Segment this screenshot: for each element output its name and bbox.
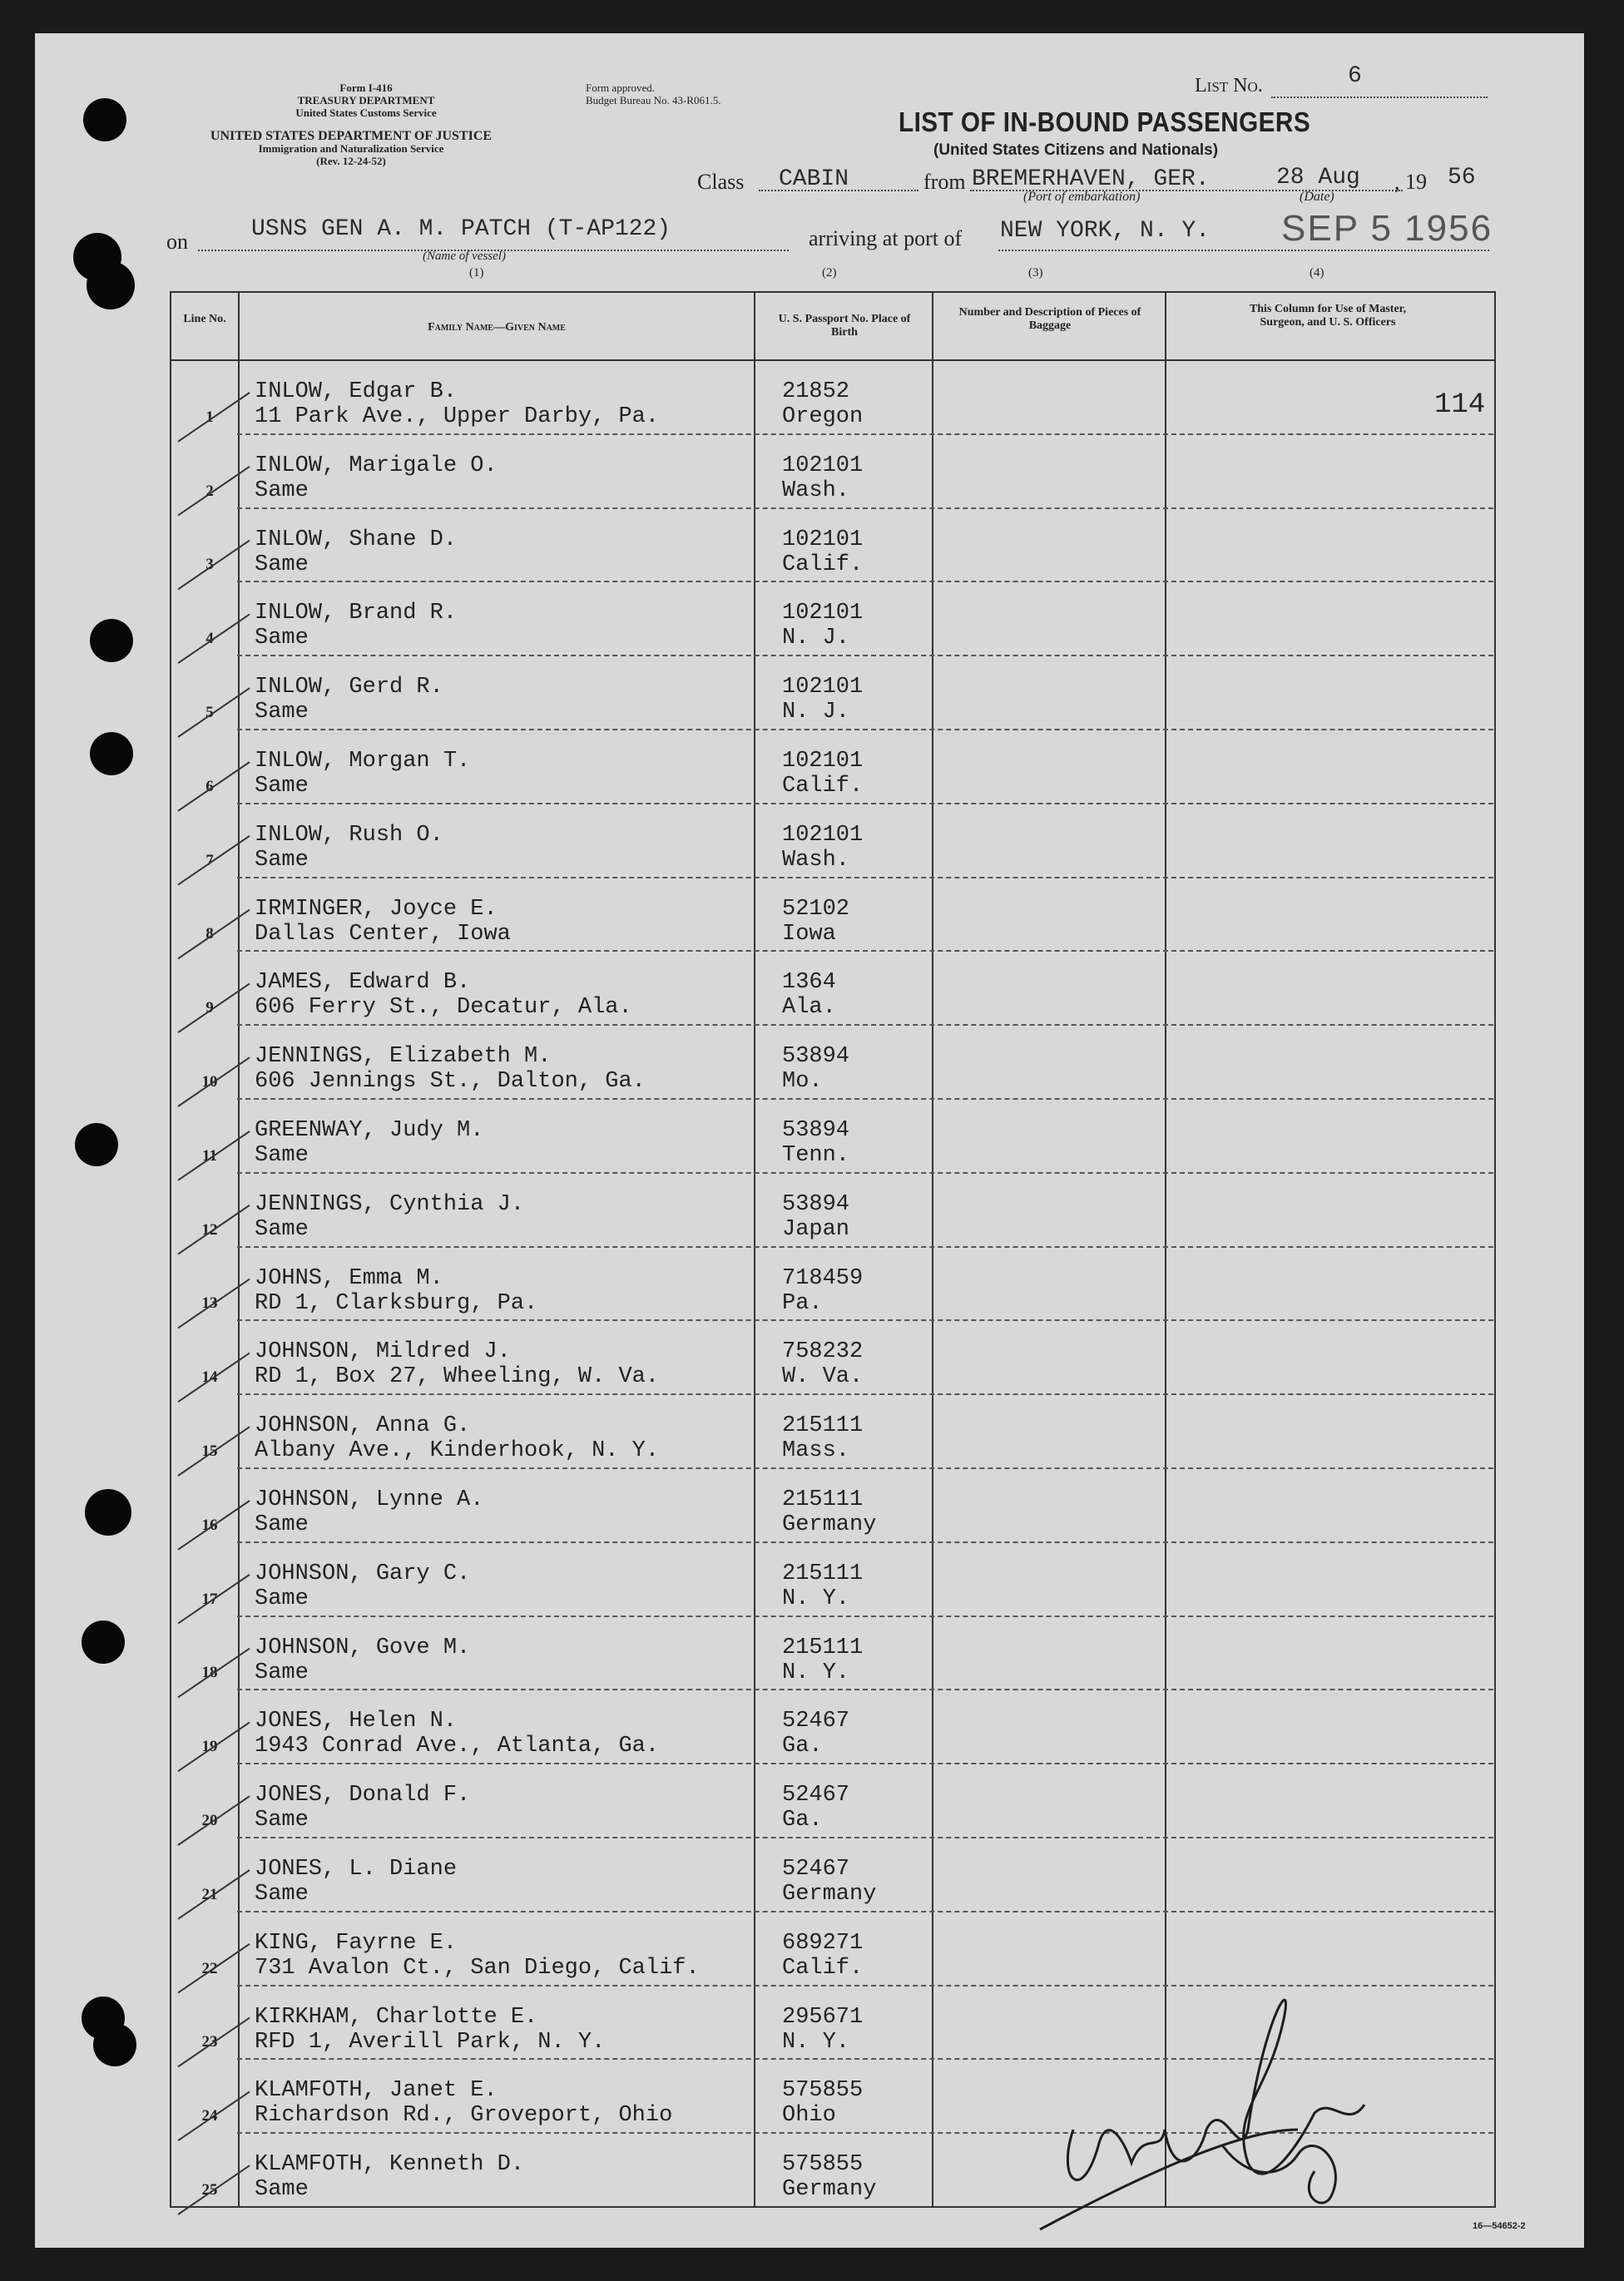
- checkmark-stroke: [178, 1353, 250, 1402]
- line-number: 23: [201, 2033, 218, 2051]
- approved-label: Form approved.: [586, 82, 656, 94]
- passenger-address: 606 Jennings St., Dalton, Ga.: [255, 1069, 646, 1095]
- checkmark-stroke: [178, 2018, 250, 2067]
- passport-number: 52467: [782, 1783, 850, 1808]
- margin-note: 114: [1434, 389, 1486, 421]
- line-number: 10: [201, 1073, 218, 1091]
- place-of-birth: Mass.: [782, 1438, 850, 1464]
- checkmark-stroke: [178, 836, 250, 885]
- on-label: on: [166, 230, 188, 254]
- caption-3: (3): [1028, 266, 1043, 280]
- passport-number: 53894: [782, 1118, 850, 1143]
- header-line-no: Line No.: [183, 313, 226, 325]
- line-number: 25: [201, 2181, 218, 2199]
- checkmark-stroke: [178, 983, 250, 1032]
- line-number: 13: [201, 1294, 218, 1313]
- class-label: Class: [697, 170, 745, 194]
- passport-number: 215111: [782, 1487, 864, 1512]
- page-title: LIST OF IN-BOUND PASSENGERS: [899, 106, 1311, 137]
- line-number: 16: [201, 1516, 218, 1534]
- vessel-value: USNS GEN A. M. PATCH (T-AP122): [251, 216, 671, 242]
- line-number: 12: [201, 1220, 218, 1239]
- passport-number: 575855: [782, 2152, 864, 2178]
- line-number: 6: [205, 777, 214, 795]
- passenger-name: INLOW, Brand R.: [255, 601, 458, 626]
- year-value: 56: [1448, 165, 1476, 190]
- checkmark-stroke: [178, 1205, 250, 1254]
- checkmark-stroke: [178, 1057, 250, 1106]
- line-number: 2: [205, 482, 214, 500]
- passenger-name: JENNINGS, Elizabeth M.: [255, 1044, 552, 1070]
- line-number: 7: [205, 851, 214, 869]
- passport-number: 215111: [782, 1561, 864, 1586]
- form-number: Form I-416: [339, 82, 393, 94]
- place-of-birth: Germany: [782, 2177, 877, 2203]
- passenger-address: RFD 1, Averill Park, N. Y.: [255, 2029, 606, 2055]
- passport-number: 102101: [782, 453, 864, 478]
- passport-number: 102101: [782, 601, 864, 626]
- checkmark-stroke: [178, 614, 250, 663]
- justice-label: UNITED STATES DEPARTMENT OF JUSTICE: [210, 129, 493, 143]
- place-of-birth: W. Va.: [782, 1364, 864, 1390]
- passenger-address: Same: [255, 2177, 309, 2203]
- checkmark-stroke: [178, 762, 250, 811]
- date-caption: (Date): [1300, 190, 1334, 204]
- treasury-label: TREASURY DEPARTMENT: [297, 94, 435, 106]
- passport-number: 52467: [782, 1857, 850, 1882]
- ins-label: Immigration and Naturalization Service: [258, 142, 444, 155]
- list-no-label: List No.: [1195, 75, 1263, 96]
- passenger-address: Dallas Center, Iowa: [255, 921, 511, 947]
- line-number: 19: [201, 1738, 218, 1756]
- passenger-name: INLOW, Gerd R.: [255, 675, 443, 700]
- vessel-caption: (Name of vessel): [423, 250, 506, 263]
- passenger-name: JONES, Helen N.: [255, 1709, 458, 1734]
- checkmark-stroke: [178, 1649, 250, 1698]
- place-of-birth: Calif.: [782, 1955, 864, 1981]
- header-officers: This Column for Use of Master, Surgeon, and U. S. Officers: [1249, 303, 1407, 329]
- line-number: 24: [201, 2107, 218, 2125]
- passenger-name: INLOW, Shane D.: [255, 527, 458, 552]
- officer-signature: [1040, 2000, 1364, 2229]
- place-of-birth: Tenn.: [782, 1143, 850, 1168]
- place-of-birth: Germany: [782, 1512, 877, 1537]
- checkmark-stroke: [178, 2091, 250, 2140]
- line-number: 20: [201, 1812, 218, 1829]
- line-number: 5: [205, 704, 214, 721]
- place-of-birth: N. J.: [782, 626, 850, 651]
- passenger-name: JONES, L. Diane: [255, 1857, 458, 1882]
- checkmark-stroke: [178, 688, 250, 737]
- passport-number: 53894: [782, 1191, 850, 1217]
- class-value: CABIN: [779, 166, 849, 192]
- caption-1: (1): [469, 266, 484, 280]
- checkmark-stroke: [178, 1501, 250, 1550]
- checkmark-stroke: [178, 2165, 250, 2214]
- caption-2: (2): [822, 266, 837, 280]
- passport-number: 102101: [782, 527, 864, 552]
- checkmark-stroke: [178, 1575, 250, 1624]
- checkmark-stroke: [178, 1870, 250, 1919]
- passenger-name: KIRKHAM, Charlotte E.: [255, 2004, 538, 2030]
- place-of-birth: N. J.: [782, 700, 850, 725]
- place-of-birth: Ala.: [782, 995, 836, 1021]
- arrival-stamp: SEP 5 1956: [1281, 208, 1493, 249]
- line-number: 18: [201, 1664, 218, 1682]
- line-number: 1: [205, 408, 214, 426]
- passport-number: 102101: [782, 675, 864, 700]
- passenger-name: KLAMFOTH, Janet E.: [255, 2078, 498, 2104]
- date-value: 28 Aug: [1276, 165, 1360, 190]
- passenger-name: JENNINGS, Cynthia J.: [255, 1191, 525, 1217]
- checkmark-stroke: [178, 1131, 250, 1180]
- passenger-name: JOHNSON, Gove M.: [255, 1635, 471, 1660]
- place-of-birth: Calif.: [782, 774, 864, 799]
- passenger-address: Same: [255, 1586, 309, 1611]
- passenger-address: 606 Ferry St., Decatur, Ala.: [255, 995, 632, 1021]
- passport-number: 718459: [782, 1265, 864, 1291]
- line-number: 8: [205, 925, 214, 943]
- from-label: from: [923, 170, 966, 194]
- footer-code: 16—54652-2: [1473, 2221, 1526, 2231]
- checkmark-stroke: [178, 1427, 250, 1476]
- passenger-name: INLOW, Rush O.: [255, 822, 443, 848]
- passenger-address: RD 1, Box 27, Wheeling, W. Va.: [255, 1364, 660, 1390]
- place-of-birth: N. Y.: [782, 1660, 850, 1685]
- line-number: 21: [201, 1885, 218, 1903]
- place-of-birth: Wash.: [782, 847, 850, 873]
- line-number: 3: [205, 556, 214, 574]
- place-of-birth: N. Y.: [782, 2029, 850, 2055]
- place-of-birth: Iowa: [782, 921, 836, 947]
- place-of-birth: N. Y.: [782, 1586, 850, 1611]
- passenger-address: Same: [255, 1660, 309, 1685]
- line-number: 17: [201, 1590, 218, 1608]
- place-of-birth: Ga.: [782, 1808, 823, 1833]
- port-embark-caption: (Port of embarkation): [1023, 190, 1141, 204]
- passenger-name: KLAMFOTH, Kenneth D.: [255, 2152, 525, 2178]
- customs-label: United States Customs Service: [295, 106, 437, 119]
- place-of-birth: Japan: [782, 1216, 850, 1242]
- passenger-address: Albany Ave., Kinderhook, N. Y.: [255, 1438, 660, 1464]
- passenger-name: INLOW, Marigale O.: [255, 453, 498, 478]
- passenger-address: 11 Park Ave., Upper Darby, Pa.: [255, 404, 660, 429]
- passenger-address: Same: [255, 847, 309, 873]
- passport-number: 758232: [782, 1339, 864, 1365]
- passport-number: 53894: [782, 1044, 850, 1070]
- passenger-address: Same: [255, 1882, 309, 1907]
- line-number: 9: [205, 999, 214, 1017]
- passenger-name: KING, Fayrne E.: [255, 1930, 458, 1956]
- passenger-name: JOHNSON, Gary C.: [255, 1561, 471, 1586]
- place-of-birth: Mo.: [782, 1069, 823, 1095]
- passenger-address: Same: [255, 700, 309, 725]
- passenger-name: JOHNSON, Lynne A.: [255, 1487, 484, 1512]
- caption-4: (4): [1310, 266, 1324, 280]
- passport-number: 102101: [782, 749, 864, 774]
- arriving-label: arriving at port of: [809, 226, 963, 250]
- header-name: Family Name—Given Name: [428, 321, 566, 334]
- page-subtitle: (United States Citizens and Nationals): [933, 141, 1219, 159]
- passenger-address: Same: [255, 1143, 309, 1168]
- passport-number: 52102: [782, 896, 850, 922]
- budget-label: Budget Bureau No. 43-R061.5.: [586, 94, 721, 106]
- passenger-address: 731 Avalon Ct., San Diego, Calif.: [255, 1955, 700, 1981]
- passenger-address: Same: [255, 477, 309, 503]
- header-passport: U. S. Passport No. Place of Birth: [778, 313, 911, 339]
- passenger-address: Same: [255, 626, 309, 651]
- place-of-birth: Ohio: [782, 2103, 836, 2129]
- line-number: 15: [201, 1442, 218, 1460]
- passenger-name: JOHNSON, Mildred J.: [255, 1339, 511, 1365]
- line-number: 14: [201, 1368, 218, 1387]
- passenger-name: INLOW, Edgar B.: [255, 379, 458, 404]
- place-of-birth: Germany: [782, 1882, 877, 1907]
- place-of-birth: Pa.: [782, 1290, 823, 1316]
- passenger-name: IRMINGER, Joyce E.: [255, 896, 498, 922]
- passenger-name: GREENWAY, Judy M.: [255, 1118, 484, 1143]
- passenger-address: 1943 Conrad Ave., Atlanta, Ga.: [255, 1734, 660, 1759]
- passport-number: 575855: [782, 2078, 864, 2104]
- passport-number: 52467: [782, 1709, 850, 1734]
- passenger-name: INLOW, Morgan T.: [255, 749, 471, 774]
- passenger-name: JAMES, Edward B.: [255, 970, 471, 996]
- passenger-name: JOHNSON, Anna G.: [255, 1413, 471, 1439]
- passenger-address: Richardson Rd., Groveport, Ohio: [255, 2103, 673, 2129]
- checkmark-stroke: [178, 1796, 250, 1845]
- place-of-birth: Calif.: [782, 552, 864, 577]
- checkmark-stroke: [178, 467, 250, 516]
- checkmark-stroke: [178, 910, 250, 959]
- passenger-address: Same: [255, 1512, 309, 1537]
- line-number: 22: [201, 1959, 218, 1977]
- passport-number: 689271: [782, 1930, 864, 1956]
- passport-number: 21852: [782, 379, 850, 404]
- line-number: 11: [202, 1146, 217, 1165]
- passport-number: 215111: [782, 1635, 864, 1660]
- from-value: BREMERHAVEN, GER.: [972, 166, 1210, 192]
- year-prefix: , 19: [1394, 170, 1427, 194]
- passenger-address: Same: [255, 1808, 309, 1833]
- passenger-address: Same: [255, 774, 309, 799]
- passport-number: 102101: [782, 822, 864, 848]
- rev-label: (Rev. 12-24-52): [316, 155, 386, 167]
- header-baggage: Number and Description of Pieces of Baggage: [958, 306, 1141, 332]
- passenger-address: Same: [255, 1216, 309, 1242]
- checkmark-stroke: [178, 1279, 250, 1329]
- place-of-birth: Wash.: [782, 477, 850, 503]
- checkmark-stroke: [178, 1944, 250, 1993]
- passenger-address: Same: [255, 552, 309, 577]
- line-number: 4: [205, 630, 214, 648]
- checkmark-stroke: [178, 393, 250, 442]
- passenger-name: JONES, Donald F.: [255, 1783, 471, 1808]
- passenger-name: JOHNS, Emma M.: [255, 1265, 443, 1291]
- place-of-birth: Ga.: [782, 1734, 823, 1759]
- list-no-value: 6: [1348, 63, 1362, 89]
- place-of-birth: Oregon: [782, 404, 864, 429]
- passport-number: 295671: [782, 2004, 864, 2030]
- port-value: NEW YORK, N. Y.: [1000, 218, 1211, 244]
- checkmark-stroke: [178, 541, 250, 590]
- passport-number: 1364: [782, 970, 836, 996]
- checkmark-stroke: [178, 1722, 250, 1771]
- passport-number: 215111: [782, 1413, 864, 1439]
- passenger-address: RD 1, Clarksburg, Pa.: [255, 1290, 538, 1316]
